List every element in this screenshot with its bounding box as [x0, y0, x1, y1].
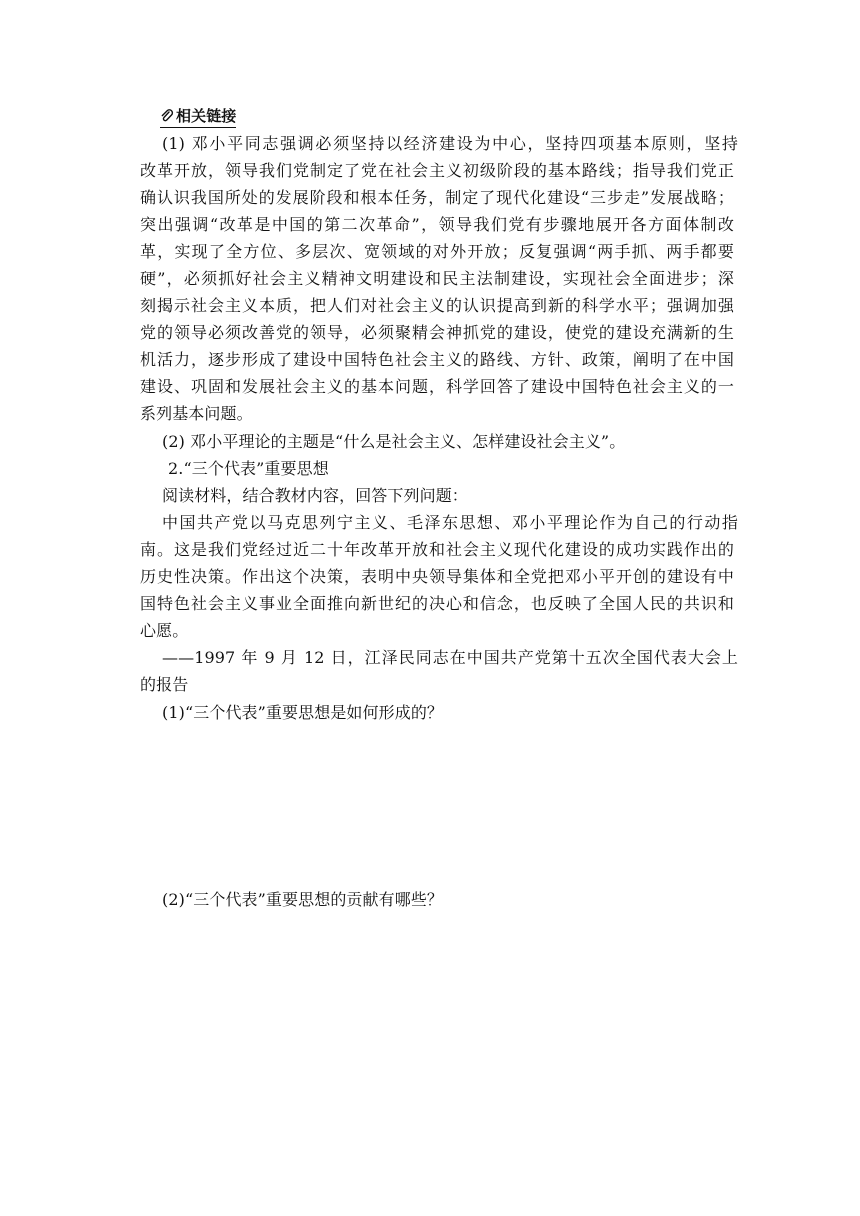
- source-line-2: 的报告: [140, 675, 189, 694]
- p1-line-4: 突出强调“改革是中国的第二次革命”，领导我们党有步骤地展开各方面体制改: [140, 215, 734, 234]
- p1-line-7: 刻揭示社会主义本质，把人们对社会主义的认识提高到新的科学水平；强调加强: [140, 296, 734, 315]
- p1-line-5: 革，实现了全方位、多层次、宽领域的对外开放；反复强调“两手抓、两手都要: [140, 242, 734, 261]
- p1-line-9: 机活力，逐步形成了建设中国特色社会主义的路线、方针、政策，阐明了在中国: [140, 350, 734, 369]
- p1-line-11: 系列基本问题。: [140, 404, 253, 423]
- material-line-2: 南。这是我们党经过近二十年改革开放和社会主义现代化建设的成功实践作出的: [140, 540, 734, 559]
- item2-title: 2.“三个代表”重要思想: [168, 459, 329, 478]
- source-line-1: ——1997 年 9 月 12 日，江泽民同志在中国共产党第十五次全国代表大会上: [162, 648, 738, 667]
- p1-line-3: 确认识我国所处的发展阶段和根本任务，制定了现代化建设“三步走”发展战略；: [140, 188, 734, 207]
- p1-line-10: 建设、巩固和发展社会主义的基本问题，科学回答了建设中国特色社会主义的一: [140, 377, 734, 396]
- paperclip-icon: [160, 109, 174, 123]
- p2: (2) 邓小平理论的主题是“什么是社会主义、怎样建设社会主义”。: [162, 432, 626, 451]
- section-heading: [160, 106, 236, 128]
- p1-line-8: 党的领导必须改善党的领导，必须聚精会神抓党的建设，使党的建设充满新的生: [140, 323, 734, 342]
- p1-line-2: 改革开放，领导我们党制定了党在社会主义初级阶段的基本路线；指导我们党正: [140, 161, 734, 180]
- material-line-1: 中国共产党以马克思列宁主义、毛泽东思想、邓小平理论作为自己的行动指: [162, 513, 738, 532]
- material-line-3: 历史性决策。作出这个决策，表明中央领导集体和全党把邓小平开创的建设有中: [140, 567, 734, 586]
- question-2: (2)“三个代表”重要思想的贡献有哪些？: [162, 890, 444, 909]
- material-line-5: 心愿。: [140, 621, 189, 640]
- section-heading-text: 相关链接: [176, 107, 237, 125]
- instruction: 阅读材料，结合教材内容，回答下列问题：: [162, 486, 468, 505]
- p1-line-1: (1) 邓小平同志强调必须坚持以经济建设为中心，坚持四项基本原则，坚持: [162, 134, 738, 153]
- p1-line-6: 硬”，必须抓好社会主义精神文明建设和民主法制建设，实现社会全面进步；深: [140, 269, 734, 288]
- question-1: (1)“三个代表”重要思想是如何形成的？: [162, 703, 444, 722]
- material-line-4: 国特色社会主义事业全面推向新世纪的决心和信念，也反映了全国人民的共识和: [140, 594, 734, 613]
